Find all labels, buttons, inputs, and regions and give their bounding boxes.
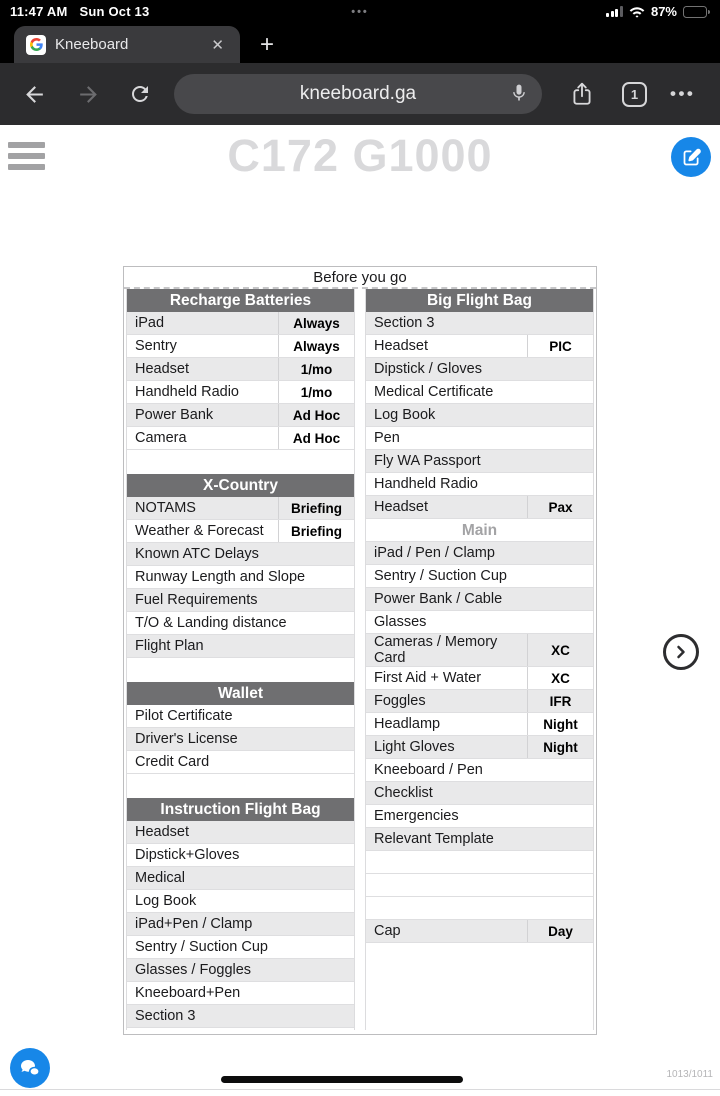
section-header-wallet: Wallet [127,682,354,705]
google-g-icon [26,35,46,55]
checklist-row[interactable] [366,713,593,736]
checklist-row[interactable] [366,312,593,335]
row-label: Headset [374,338,429,354]
checklist-row[interactable] [366,335,593,358]
checklist-row[interactable] [366,565,593,588]
wifi-icon [629,6,645,18]
checklist-row[interactable] [127,381,354,404]
checklist-row[interactable] [127,728,354,751]
row-label: Kneeboard / Pen [374,762,483,778]
row-value: Night [527,736,593,758]
row-label: Dipstick / Gloves [374,361,482,377]
forward-button[interactable] [76,82,101,107]
section-header-instruction-flight-bag: Instruction Flight Bag [127,798,354,821]
battery-percent-text: 87% [650,4,677,19]
reload-button[interactable] [128,82,152,106]
row-label: Weather & Forecast [135,523,264,539]
status-bar [0,0,720,23]
checklist-row[interactable] [127,520,354,543]
checklist-row[interactable] [366,427,593,450]
row-label: Glasses [374,614,427,630]
row-label: Sentry / Suction Cup [374,568,507,584]
row-label: Emergencies [374,808,459,824]
checklist-right-column [365,289,594,1030]
row-label: Power Bank / Cable [374,591,503,607]
row-label: T/O & Landing distance [135,615,287,631]
checklist-row[interactable] [127,635,354,658]
row-label: Section 3 [374,315,435,331]
section-header-big-flight-bag: Big Flight Bag [366,289,593,312]
row-label: Dipstick+Gloves [135,847,240,863]
row-label: Log Book [135,893,197,909]
row-label [366,851,593,873]
checklist-row[interactable] [366,667,593,690]
row-label: First Aid + Water [374,670,482,686]
row-label: iPad [135,315,165,331]
row-label: Glasses / Foggles [135,962,252,978]
checklist-row[interactable] [366,473,593,496]
checklist-row[interactable] [127,404,354,427]
row-label: Headset [135,361,190,377]
row-label: Medical Certificate [374,384,494,400]
row-value: IFR [527,690,593,712]
row-label: Light Gloves [374,739,455,755]
url-text: kneeboard.ga [299,83,417,104]
row-label: Kneeboard+Pen [135,985,241,1001]
checklist-row[interactable] [366,588,593,611]
checklist-row[interactable] [366,634,593,667]
section-header-x-country: X-Country [127,474,354,497]
row-value: PIC [527,335,593,357]
checklist-row[interactable] [366,759,593,782]
checklist-row[interactable] [366,542,593,565]
chat-bubbles-button[interactable] [10,1048,50,1088]
row-label: Foggles [374,693,426,709]
checklist-row[interactable] [127,821,354,844]
back-button[interactable] [22,82,47,107]
checklist-row[interactable] [127,844,354,867]
date-text: Sun Oct 13 [79,4,150,19]
row-value: Night [527,713,593,735]
checklist-row[interactable] [366,736,593,759]
checklist-row[interactable] [366,874,593,897]
row-label: Pen [374,430,400,446]
checklist-left-column [126,289,355,1030]
checklist-table [123,266,597,1035]
row-label [366,874,593,896]
bottom-divider [0,1089,720,1090]
tab-switcher-button[interactable]: 1 [622,82,647,107]
checklist-row[interactable] [127,751,354,774]
checklist-row[interactable] [127,358,354,381]
checklist-row[interactable] [127,543,354,566]
checklist-row[interactable] [127,589,354,612]
row-label: Pilot Certificate [135,708,233,724]
row-value: Briefing [278,520,354,542]
table-title: Before you go [124,267,596,289]
row-label: Flight Plan [135,638,204,654]
browser-toolbar [0,63,720,125]
row-value: 1/mo [278,358,354,380]
checklist-row[interactable] [366,851,593,874]
checklist-row[interactable] [366,381,593,404]
row-label: Headlamp [374,716,441,732]
row-label: Handheld Radio [135,384,239,400]
row-label: Checklist [374,785,433,801]
row-value: Briefing [278,497,354,519]
row-value: XC [527,667,593,689]
checklist-row[interactable] [127,312,354,335]
checklist-row[interactable] [127,335,354,358]
edit-compose-button[interactable] [671,137,711,177]
checklist-row[interactable] [366,611,593,634]
row-value: 1/mo [278,381,354,403]
address-bar[interactable] [174,74,542,114]
section-header-recharge-batteries: Recharge Batteries [127,289,354,312]
new-tab-button[interactable]: + [260,31,275,58]
checklist-row[interactable] [366,358,593,381]
checklist-row[interactable] [366,782,593,805]
checklist-row[interactable] [127,705,354,728]
row-label: Fly WA Passport [374,453,481,469]
row-label: Sentry [135,338,177,354]
page-indicator: 1013/1011 [666,1069,713,1080]
checklist-row[interactable] [127,982,354,1005]
row-label: Cap [374,923,401,939]
checklist-row[interactable] [366,496,593,519]
row-label [366,897,593,919]
mic-icon[interactable] [509,83,529,108]
multitasking-dots-icon[interactable]: ••• [351,5,369,18]
row-value: Ad Hoc [278,427,354,449]
row-label: iPad+Pen / Clamp [135,916,253,932]
close-tab-icon[interactable]: ✕ [211,36,224,54]
checklist-row[interactable] [366,897,593,920]
checklist-row[interactable] [127,612,354,635]
browser-tab-kneeboard[interactable] [14,26,240,63]
row-label: Sentry / Suction Cup [135,939,268,955]
tab-strip [0,23,720,63]
battery-icon [683,6,710,18]
row-label: Camera [135,430,187,446]
row-label: Fuel Requirements [135,592,258,608]
hamburger-menu-icon[interactable] [8,142,45,170]
checklist-row[interactable] [366,690,593,713]
checklist-row[interactable] [127,566,354,589]
horizontal-scrollbar[interactable] [221,1076,463,1083]
checklist-row[interactable] [127,959,354,982]
row-label: NOTAMS [135,500,196,516]
row-value: Day [527,920,593,942]
checklist-row[interactable] [366,828,593,851]
checklist-row[interactable] [366,404,593,427]
checklist-row[interactable] [127,936,354,959]
share-icon[interactable] [569,81,595,107]
row-label: Headset [135,824,190,840]
row-label: Cameras / Memory Card [374,634,498,666]
clock-text: 11:47 AM [10,4,68,19]
next-page-button[interactable] [663,634,699,670]
checklist-row[interactable] [127,427,354,450]
row-value: Ad Hoc [278,404,354,426]
row-value: Always [278,335,354,357]
cellular-signal-icon [606,6,623,17]
checklist-row[interactable] [127,890,354,913]
checklist-row[interactable] [366,450,593,473]
row-label: Power Bank [135,407,214,423]
row-label: Driver's License [135,731,238,747]
page-title: C172 G1000 [227,130,493,181]
row-label: iPad / Pen / Clamp [374,545,495,561]
row-label: Runway Length and Slope [135,569,306,585]
tab-title: Kneeboard [55,36,129,53]
row-label: Section 3 [135,1008,196,1024]
checklist-row[interactable] [366,805,593,828]
menu-dots-icon[interactable]: ••• [670,84,696,103]
checklist-row[interactable] [127,913,354,936]
row-label: Relevant Template [374,831,494,847]
checklist-row[interactable] [127,1005,354,1028]
checklist-row[interactable] [127,497,354,520]
row-label: Headset [374,499,429,515]
row-label: Credit Card [135,754,210,770]
row-label: Log Book [374,407,436,423]
row-label: Medical [135,870,185,886]
row-label: Known ATC Delays [135,546,259,562]
row-value: Pax [527,496,593,518]
section-header-main: Main [366,519,593,542]
row-value: Always [278,312,354,334]
checklist-row[interactable] [366,920,593,943]
checklist-row[interactable] [127,867,354,890]
row-label: Handheld Radio [374,476,478,492]
web-page [0,125,720,1096]
row-value: XC [527,634,593,666]
